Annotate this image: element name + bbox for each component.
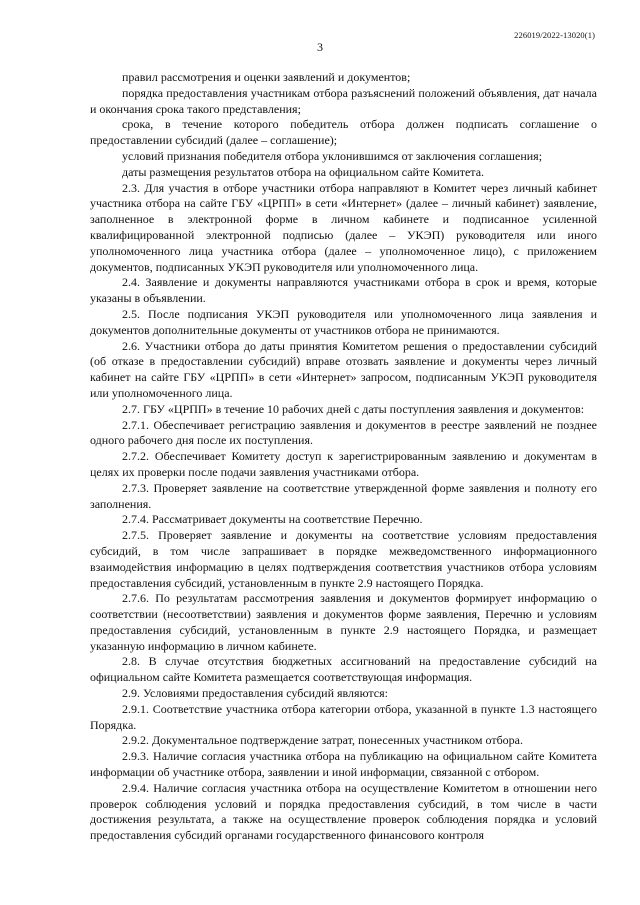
paragraph-agreement-term: срока, в течение которого победитель отбора должен подписать соглашение о предоставлении субсидий (далее – соглашение);	[90, 117, 597, 148]
paragraph-2-7-6: 2.7.6. По результатам рассмотрения заявления и документов формирует информацию о соответствии (несоответствии) заявления и документов форме заявления, Перечню и условиям предоставления субсидий, установленным в пункте 2.9 настоящего Порядка, и размещает указанную информацию в личном кабинете.	[90, 591, 597, 653]
paragraph-2-7-2: 2.7.2. Обеспечивает Комитету доступ к зарегистрированным заявлению и документам в целях их проверки после подачи заявления участниками отбора.	[90, 449, 597, 479]
paragraph-2-9-3: 2.9.3. Наличие согласия участника отбора на публикацию на официальном сайте Комитета информации об участнике отбора, заявлении и иной информации, связанной с отбором.	[90, 749, 597, 780]
paragraph-clarifications: порядка предоставления участникам отбора разъяснений положений объявления, дат начала и окончания срока такого представления;	[90, 85, 597, 116]
paragraph-2-3: 2.3. Для участия в отборе участники отбора направляют в Комитет через личный кабинет участника отбора на сайте ГБУ «ЦРПП» в сети «Интернет» (далее – личный кабинет) заявление, заполненное в электронной форме в личном кабинете и подписанное усиленной квалифицированной электронной подписью (далее – УКЭП) руководителя или иного уполномоченного лица участника отбора (далее – уполномоченное лицо), с приложением документов, подписанных УКЭП руководителя или уполномоченного лица.	[90, 180, 597, 274]
document-id: 226019/2022-13020(1)	[514, 30, 595, 40]
paragraph-2-4: 2.4. Заявление и документы направляются участниками отбора в срок и время, которые указаны в объявлении.	[90, 275, 597, 306]
paragraph-2-8: 2.8. В случае отсутствия бюджетных ассигнований на предоставление субсидий на официальном сайте Комитета размещается соответствующая информация.	[90, 654, 597, 685]
paragraph-2-7-1: 2.7.1. Обеспечивает регистрацию заявления и документов в реестре заявлений не позднее одного рабочего дня после их поступления.	[90, 417, 597, 448]
paragraph-results-date: даты размещения результатов отбора на официальном сайте Комитета.	[122, 164, 485, 179]
paragraph-2-9: 2.9. Условиями предоставления субсидий являются:	[122, 686, 388, 701]
paragraph-2-9-2: 2.9.2. Документальное подтверждение затрат, понесенных участником отбора.	[122, 733, 524, 748]
paragraph-2-9-4: 2.9.4. Наличие согласия участника отбора на осуществление Комитетом в отношении него проверок соблюдения условий и порядка предоставления субсидий, в том числе в части достижения результата, а также на осуществление проверок соблюдения порядка и условий предоставления субсидий органами государственного финансового контроля	[90, 780, 597, 843]
paragraph-2-7-4: 2.7.4. Рассматривает документы на соответствие Перечню.	[122, 512, 423, 527]
paragraph-2-9-1: 2.9.1. Соответствие участника отбора категории отбора, указанной в пункте 1.3 настоящего Порядка.	[90, 701, 597, 732]
paragraph-2-7: 2.7. ГБУ «ЦРПП» в течение 10 рабочих дней с даты поступления заявления и документов:	[122, 401, 585, 416]
paragraph-rules: правил рассмотрения и оценки заявлений и документов;	[122, 70, 411, 84]
paragraph-2-6: 2.6. Участники отбора до даты принятия Комитетом решения о предоставлении субсидий (об отказе в предоставлении субсидий) вправе отозвать заявление и документы через личный кабинет на сайте ГБУ «ЦРПП» в сети «Интернет» запросом, подписанным УКЭП руководителя или уполномоченного лица.	[90, 338, 597, 400]
paragraph-evasion: условий признания победителя отбора уклонившимся от заключения соглашения;	[122, 148, 543, 163]
document-body	[90, 70, 597, 844]
page-number: 3	[317, 40, 323, 54]
paragraph-2-7-3: 2.7.3. Проверяет заявление на соответствие утвержденной форме заявления и полноту его заполнения.	[90, 480, 597, 511]
paragraph-2-5: 2.5. После подписания УКЭП руководителя или уполномоченного лица заявления и документов дополнительные документы от участников отбора не принимаются.	[90, 306, 597, 337]
paragraph-2-7-5: 2.7.5. Проверяет заявление и документы на соответствие условиям предоставления субсидий, в том числе запрашивает в порядке межведомственного информационного взаимодействия информацию в целях подтверждения соответствия участников отбора условиям предоставления субсидий, установленным в пункте 2.9 настоящего Порядка.	[90, 528, 597, 590]
